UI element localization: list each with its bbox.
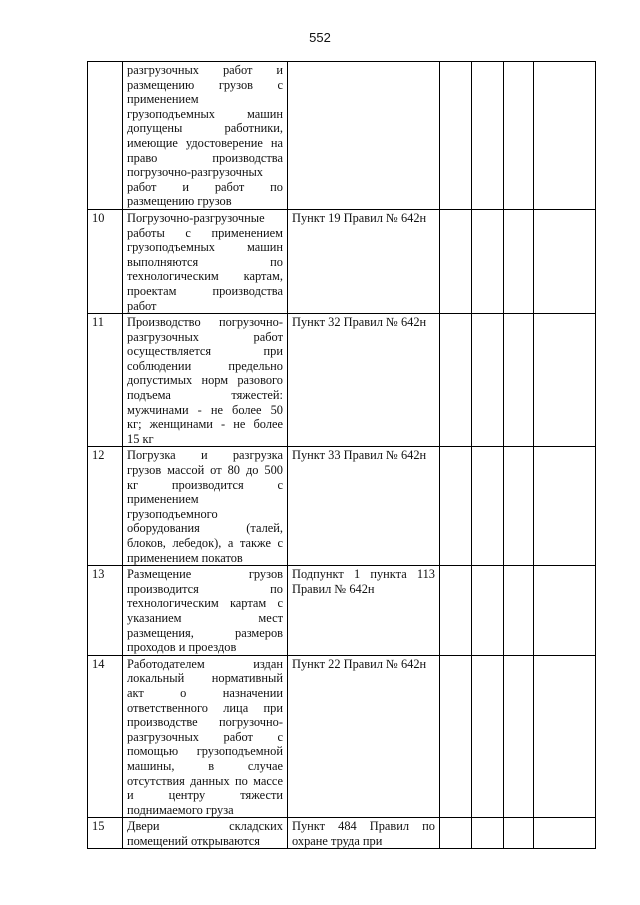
- notes-cell: [534, 209, 596, 313]
- requirement-line: Погрузочно-разгрузочные: [127, 210, 265, 225]
- notes-cell: [534, 314, 596, 447]
- requirement-line: указанием мест: [127, 610, 283, 625]
- requirement-line: право производства: [127, 150, 283, 165]
- answer-na-cell: [504, 655, 534, 818]
- requirement-line: подъема тяжестей:: [127, 388, 283, 403]
- answer-na-cell: [504, 62, 534, 210]
- legal-reference: Пункт 32 Правил № 642н: [288, 314, 440, 447]
- requirement-line: размещения, размеров: [127, 625, 283, 640]
- answer-no-cell: [472, 209, 504, 313]
- answer-no-cell: [472, 314, 504, 447]
- requirement-line: допущены работники,: [127, 121, 283, 136]
- legal-reference: Пункт 22 Правил № 642н: [288, 655, 440, 818]
- requirement-line: проходов и проездов: [127, 640, 237, 655]
- requirement-line: работ: [127, 298, 157, 313]
- answer-yes-cell: [440, 818, 472, 849]
- requirement-line: имеющие удостоверение на: [127, 135, 283, 150]
- table-row: [88, 566, 596, 656]
- table-row: [88, 314, 596, 447]
- legal-reference: [288, 62, 440, 210]
- requirement-line: Производство погрузочно-: [127, 315, 283, 330]
- requirement-cell: [123, 62, 288, 210]
- table-row: [88, 447, 596, 566]
- requirement-line: применением покатов: [127, 550, 243, 565]
- requirement-line: погрузочно-разгрузочных: [127, 165, 263, 180]
- requirement-line: локальный нормативный: [127, 671, 283, 686]
- requirement-line: акт о назначении: [127, 685, 283, 700]
- requirement-line: выполняются по: [127, 254, 283, 269]
- requirement-line: работы с применением: [127, 225, 283, 240]
- answer-yes-cell: [440, 314, 472, 447]
- table-row: [88, 818, 596, 849]
- requirement-line: проектам производства: [127, 283, 283, 298]
- requirement-line: Работодателем издан: [127, 656, 283, 671]
- requirement-line: осуществляется при: [127, 344, 283, 359]
- requirement-line: поднимаемого груза: [127, 802, 234, 817]
- legal-reference: Подпункт 1 пункта 113 Правил № 642н: [288, 566, 440, 656]
- requirement-line: отсутствия данных по массе: [127, 773, 283, 788]
- requirement-line: помещений открываются: [127, 833, 260, 848]
- requirement-line: грузоподъемных машин: [127, 106, 283, 121]
- answer-na-cell: [504, 314, 534, 447]
- requirement-line: Погрузка и разгрузка: [127, 448, 283, 463]
- legal-reference: Пункт 484 Правил по охране труда при: [288, 818, 440, 849]
- answer-yes-cell: [440, 655, 472, 818]
- requirement-line: кг; женщинами - не более: [127, 417, 283, 432]
- row-number: 14: [88, 655, 123, 818]
- notes-cell: [534, 447, 596, 566]
- requirement-line: грузоподъемных машин: [127, 240, 283, 255]
- requirement-line: грузоподъемного: [127, 506, 218, 521]
- answer-na-cell: [504, 566, 534, 656]
- answer-no-cell: [472, 62, 504, 210]
- checklist-rows: [88, 62, 596, 849]
- requirement-cell: [123, 655, 288, 818]
- requirement-line: соблюдении предельно: [127, 358, 283, 373]
- requirement-cell: [123, 209, 288, 313]
- row-number: 10: [88, 209, 123, 313]
- legal-reference: Пункт 33 Правил № 642н: [288, 447, 440, 566]
- row-number: 15: [88, 818, 123, 849]
- legal-reference: Пункт 19 Правил № 642н: [288, 209, 440, 313]
- requirement-line: работ и работ по: [127, 179, 283, 194]
- requirement-line: разгрузочных работ с: [127, 729, 283, 744]
- requirement-line: разгрузочных работ: [127, 329, 283, 344]
- answer-na-cell: [504, 209, 534, 313]
- requirement-line: оборудования (талей,: [127, 521, 283, 536]
- answer-na-cell: [504, 447, 534, 566]
- requirement-line: применением: [127, 92, 199, 107]
- requirement-line: Двери складских: [127, 819, 283, 834]
- page-number: 552: [309, 30, 331, 45]
- requirement-line: машины, в случае: [127, 758, 283, 773]
- table-row: [88, 209, 596, 313]
- requirement-line: блоков, лебедок), а также с: [127, 536, 283, 550]
- row-number: 11: [88, 314, 123, 447]
- answer-na-cell: [504, 818, 534, 849]
- requirement-line: помощью грузоподъемной: [127, 744, 283, 759]
- notes-cell: [534, 655, 596, 818]
- requirement-line: ответственного лица при: [127, 700, 283, 715]
- answer-no-cell: [472, 818, 504, 849]
- requirement-cell: [123, 314, 288, 447]
- notes-cell: [534, 566, 596, 656]
- notes-cell: [534, 62, 596, 210]
- requirement-line: 15 кг: [127, 431, 154, 446]
- row-number: 13: [88, 566, 123, 656]
- row-number: 12: [88, 447, 123, 566]
- answer-yes-cell: [440, 62, 472, 210]
- requirement-line: производстве погрузочно-: [127, 715, 283, 730]
- requirement-cell: [123, 447, 288, 566]
- requirement-line: кг производится с: [127, 477, 283, 492]
- requirement-line: грузов массой от 80 до 500: [127, 463, 283, 478]
- notes-cell: [534, 818, 596, 849]
- requirement-line: Размещение грузов: [127, 567, 283, 582]
- table-row: [88, 62, 596, 210]
- table-row: [88, 655, 596, 818]
- answer-yes-cell: [440, 447, 472, 566]
- answer-no-cell: [472, 655, 504, 818]
- row-number: [88, 62, 123, 210]
- requirement-line: мужчинами - не более 50: [127, 402, 283, 417]
- answer-no-cell: [472, 447, 504, 566]
- requirement-line: технологическим картам,: [127, 269, 283, 284]
- requirement-line: размещению грузов с: [127, 77, 283, 92]
- requirement-line: производится по: [127, 581, 283, 596]
- answer-yes-cell: [440, 209, 472, 313]
- answer-yes-cell: [440, 566, 472, 656]
- requirement-line: размещению грузов: [127, 194, 232, 209]
- requirement-cell: [123, 566, 288, 656]
- requirement-line: допустимых норм разового: [127, 373, 283, 388]
- checklist-table: [87, 61, 596, 849]
- answer-no-cell: [472, 566, 504, 656]
- requirement-line: разгрузочных работ и: [127, 63, 283, 77]
- requirement-line: и центру тяжести: [127, 788, 283, 803]
- requirement-line: технологическим картам с: [127, 596, 283, 611]
- requirement-line: применением: [127, 492, 199, 507]
- requirement-cell: [123, 818, 288, 849]
